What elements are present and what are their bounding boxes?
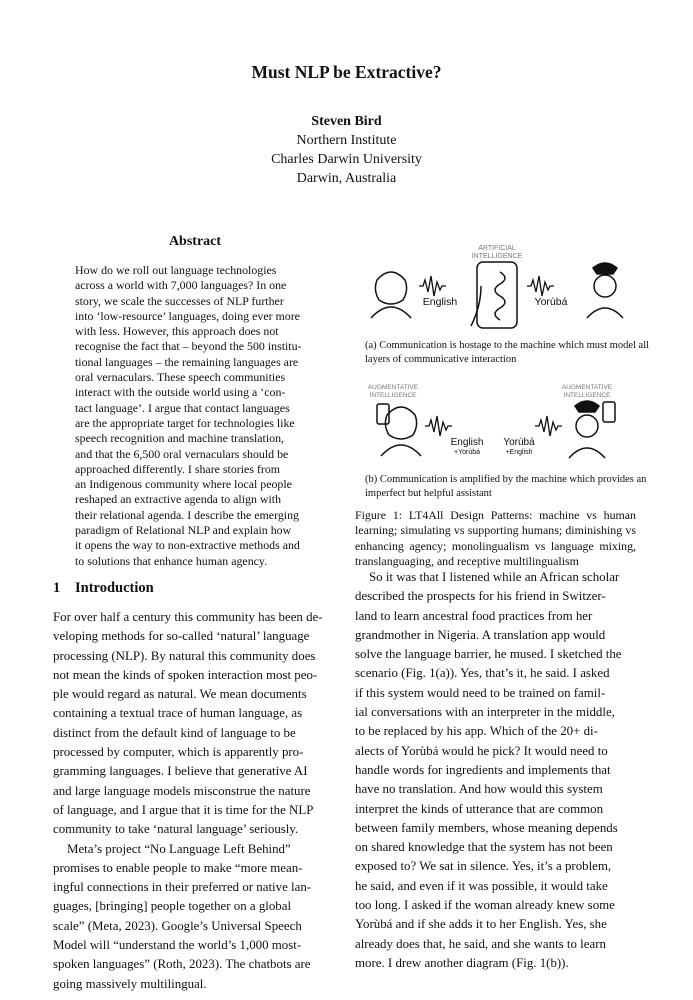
panel-b-lang-left-sub: +Yorùbá	[453, 449, 481, 456]
panel-b-lang-right-sub: +English	[505, 449, 533, 456]
soundwave-icon	[419, 276, 446, 296]
body-line: exposed to? We sat in silence. Yes, it’s a problem,	[355, 859, 612, 874]
panel-b-label-left: INTELLIGENCE	[369, 392, 417, 399]
body-line: and large language models misconstrue the nature	[53, 783, 311, 798]
abstract-line: approached differently. I share stories from	[75, 461, 281, 476]
body-line: interpret the kinds of utterance that are common	[355, 801, 604, 816]
body-line: distinct from the default kind of language to be	[53, 725, 296, 740]
author-affiliation: Darwin, Australia	[296, 171, 397, 186]
abstract-heading: Abstract	[168, 234, 222, 249]
panel-b-lang-left: English	[450, 437, 484, 448]
body-line: not mean the kinds of spoken interaction most peo-	[53, 667, 318, 682]
abstract-line: with less. However, this approach does not	[75, 324, 279, 339]
abstract-line: to solutions that enhance human agency.	[75, 553, 268, 568]
abstract-line: speech recognition and machine translation,	[75, 431, 285, 446]
panel-a-lang-left: English	[422, 296, 458, 308]
panel-a-label: ARTIFICIAL	[478, 245, 516, 252]
soundwave-icon	[527, 276, 554, 296]
body-line: spoken languages” (Roth, 2023). The chatbots are	[53, 957, 311, 972]
body-line: promises to enable people to make “more mean-	[53, 860, 303, 875]
abstract-line: across a world with 7,000 languages? In one	[75, 278, 287, 293]
figure-caption: Figure 1: LT4All Design Patterns: machine vs human learning; simulating vs supporting humans; diminishing vs enhancing agency; monolingualism vs language mixing, translanguaging, and receptive multilingualism	[355, 508, 636, 568]
abstract-line: it opens the way to non-extractive methods and	[75, 538, 300, 553]
body-line: gramming languages. I believe that generative AI	[53, 764, 308, 779]
abstract-line: their relational agenda. I describe the emerging	[75, 507, 299, 522]
section-number: 1	[53, 580, 61, 596]
soundwave-icon	[535, 416, 562, 436]
soundwave-icon	[425, 416, 452, 436]
panel-a	[371, 245, 623, 328]
section-heading	[53, 580, 154, 597]
panel-b-label-left: AUGMENTATIVE	[367, 384, 419, 391]
abstract-text	[75, 263, 313, 569]
abstract-line: tional languages – the remaining languages are	[75, 354, 299, 369]
body-line: ingful connections in their preferred or native lan-	[53, 880, 312, 895]
author-affiliation: Northern Institute	[296, 133, 397, 148]
body-line: described the prospects for his friend in Switzer-	[355, 589, 606, 604]
phone-icon	[471, 262, 517, 328]
body-line: processed by computer, which is apparently pro-	[53, 745, 304, 760]
author-block	[0, 112, 693, 188]
abstract-line: reshaped an extractive agenda to align with	[75, 492, 282, 507]
body-line: more. I drew another diagram (Fig. 1(b)).	[355, 955, 569, 970]
body-line: grandmother in Nigeria. A translation app would	[355, 627, 606, 642]
paper-title: Must NLP be Extractive?	[251, 62, 442, 82]
body-line: if this system would need to be trained on famil-	[355, 685, 606, 700]
body-line: Meta’s project “No Language Left Behind”	[67, 841, 291, 856]
body-line: handle words for ingredients and implements that	[355, 762, 611, 777]
author-name: Steven Bird	[311, 114, 382, 129]
person-left-icon	[371, 272, 411, 318]
body-line: veloping methods for so-called ‘natural’ language	[53, 629, 310, 644]
panel-b	[368, 384, 615, 458]
body-line: ial conversations with an interpreter in the middle,	[355, 705, 615, 720]
abstract-line: oral vernaculars. These speech communities	[75, 370, 286, 385]
body-line: solve the language barrier, he mused. I sketched the	[355, 647, 622, 662]
body-line: alects of Yorùbá would he pick? It would need to	[355, 743, 608, 758]
body-line: he said, and even if it was possible, it would take	[355, 878, 608, 893]
section-title: Introduction	[75, 580, 154, 596]
body-line: already does that, he said, and she wants to learn	[355, 936, 606, 951]
body-line: Model will “understand the world’s 1,000 most-	[53, 938, 302, 953]
abstract-line: into ‘low-resource’ languages, doing ever more	[75, 308, 300, 323]
body-line: For over half a century this community has been de-	[53, 610, 323, 624]
body-line: land to learn ancestral food practices from her	[355, 608, 593, 623]
body-line: ple would regard as natural. We mean documents	[53, 687, 307, 702]
body-line: guages, [bringing] people together on a global	[53, 899, 292, 914]
right-column-body	[355, 568, 635, 973]
body-line: Yorùbá and if she adds it to her English. Yes, she	[355, 917, 607, 932]
body-line: scenario (Fig. 1(a)). Yes, that’s it, he said. I asked	[355, 666, 610, 681]
body-line: of language, and I argue that it is time for the NLP	[53, 802, 314, 817]
abstract-line: recognise the fact that – beyond the 500 institu-	[75, 339, 302, 354]
abstract-line: story, we scale the successes of NLP further	[75, 293, 284, 308]
body-line: scale” (Meta, 2023). Google’s Universal Speech	[53, 918, 302, 933]
body-line: have no translation. And how would this system	[355, 782, 603, 797]
body-line: between family members, whose meaning depends	[355, 820, 618, 835]
body-line: to be replaced by his app. Which of the 20+ di-	[355, 724, 598, 739]
body-line: containing a textual trace of human language, as	[53, 706, 303, 721]
figure-caption-a: (a) Communication is hostage to the machine which must model all layers of communicative interaction	[365, 340, 650, 365]
body-line: going massively multilingual.	[53, 976, 207, 991]
abstract-line: are the appropriate target for technologies like	[75, 415, 295, 430]
abstract-line: an Indigenous community where local people	[75, 477, 292, 492]
abstract-line: and that the 6,500 oral vernaculars should be	[75, 446, 289, 461]
person-right-icon	[569, 401, 615, 458]
person-right-icon	[587, 263, 623, 318]
body-line: too long. I asked if the woman already knew some	[355, 898, 615, 913]
author-affiliation: Charles Darwin University	[271, 152, 422, 167]
panel-a-label: INTELLIGENCE	[471, 253, 523, 260]
panel-b-label-right: INTELLIGENCE	[563, 392, 611, 399]
body-line: processing (NLP). By natural this community does	[53, 648, 316, 663]
body-line: So it was that I listened while an African scholar	[369, 570, 620, 584]
figure-caption-b: (b) Communication is amplified by the machine which provides an imperfect but helpful assistant	[365, 474, 647, 499]
body-line: on shared knowledge that the system has not been	[355, 840, 613, 855]
abstract-line: interact with the outside world using a ‘con-	[75, 385, 286, 400]
panel-b-label-right: AUGMENTATIVE	[561, 384, 613, 391]
panel-b-lang-right: Yorùbá	[503, 437, 535, 448]
abstract-line: How do we roll out language technologies	[75, 263, 277, 277]
person-left-icon	[377, 404, 421, 456]
abstract-line: paradigm of Relational NLP and explain how	[75, 523, 292, 538]
abstract-line: tact language’. I argue that contact languages	[75, 400, 290, 415]
left-column-body	[53, 608, 334, 994]
body-line: community to take ‘natural language’ seriously.	[53, 822, 299, 837]
panel-a-lang-right: Yorùbá	[534, 296, 568, 308]
